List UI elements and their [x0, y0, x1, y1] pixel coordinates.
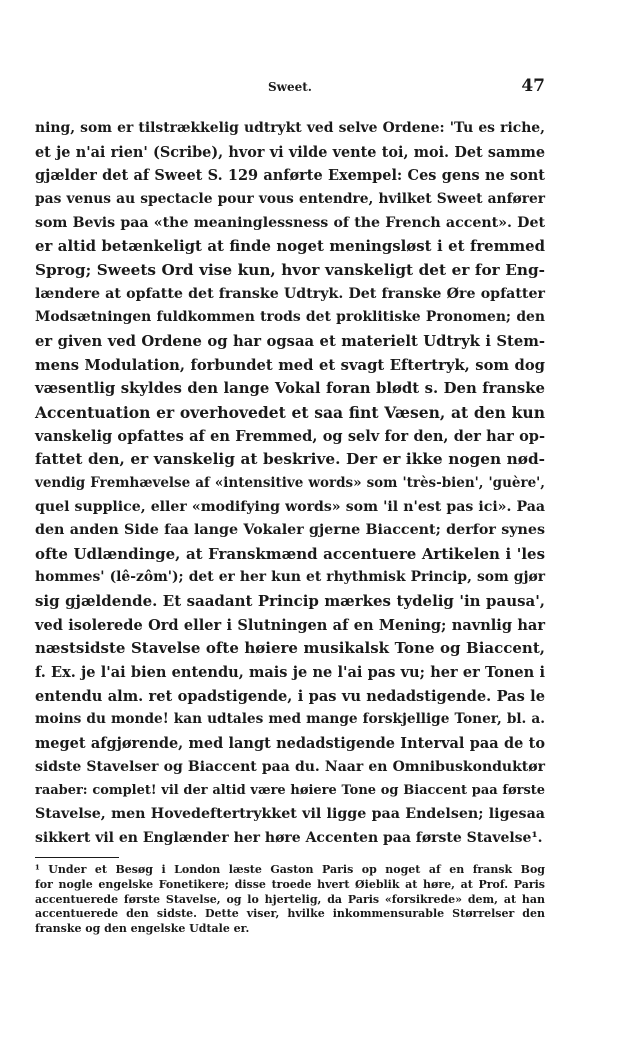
footnotes: [35, 863, 545, 937]
text-line: Sprog; Sweets Ord vise kun, hvor vanskeligt det er for Eng-: [35, 260, 545, 279]
text-line: er altid betænkeligt at finde noget meningsløst i et fremmed: [35, 237, 545, 256]
text-line: sikkert vil en Englænder her høre Accenten paa første Stavelse¹.: [35, 829, 543, 846]
body-text: [35, 117, 545, 850]
text-line: Accentuation er overhovedet et saa fint Væsen, at den kun: [35, 402, 545, 422]
text-line: sig gjældende. Et saadant Princip mærkes tydelig 'in pausa',: [35, 592, 545, 611]
text-line: fattet den, er vanskelig at beskrive. Der er ikke nogen nød-: [35, 450, 545, 469]
text-line: Modsætningen fuldkommen trods det proklitiske Pronomen; den: [35, 309, 545, 326]
footnote-line: ¹ Under et Besøg i London læste Gaston Paris op noget af en fransk Bog: [35, 863, 545, 876]
text-line: Stavelse, men Hovedeftertrykket vil ligge paa Endelsen; ligesaa: [35, 806, 545, 823]
footnote-line: franske og den engelske Udtale er.: [35, 922, 250, 936]
text-line: f. Ex. je l'ai bien entendu, mais je ne l'ai pas vu; her er Tonen i: [35, 664, 545, 682]
text-line: raaber: complet! vil der altid være høiere Tone og Biaccent paa første: [35, 783, 545, 799]
text-line: vendig Fremhævelse af «intensitive words» som 'très-bien', 'guère',: [35, 474, 545, 491]
text-line: pas venus au spectacle pour vous entendre, hvilket Sweet anfører: [35, 190, 545, 207]
text-line: er given ved Ordene og har ogsaa et materielt Udtryk i Stem-: [35, 332, 545, 350]
text-line: ved isolerede Ord eller i Slutningen af en Mening; navnlig har: [35, 616, 545, 634]
text-line: meget afgjørende, med langt nedadstigende Interval paa de to: [35, 735, 545, 753]
text-line: mens Modulation, forbundet med et svagt Eftertryk, som dog: [35, 356, 545, 374]
text-line: quel supplice, eller «modifying words» som 'il n'est pas ici». Paa: [35, 498, 545, 515]
text-line: som Bevis paa «the meaninglessness of the French accent». Det: [35, 214, 545, 231]
text-line: entendu alm. ret opadstigende, i pas vu nedadstigende. Pas le: [35, 687, 545, 705]
page-number: 47: [521, 76, 545, 96]
footnote-line: for nogle engelske Fonetikere; disse troede hvert Øieblik at høre, at Prof. Paris: [35, 877, 545, 891]
text-line: vanskelig opfattes af en Fremmed, og selv for den, der har op-: [35, 427, 545, 445]
text-line: ning, som er tilstrækkelig udtrykt ved selve Ordene: 'Tu es riche,: [35, 120, 545, 136]
text-line: sidste Stavelser og Biaccent paa du. Naar en Omnibuskonduktør: [35, 758, 545, 775]
text-line: lændere at opfatte det franske Udtryk. Det franske Øre opfatter: [35, 285, 545, 302]
footnote-line: accentuerede første Stavelse, og lo hjertelig, da Paris «forsikrede» dem, at han: [35, 892, 545, 906]
text-line: hommes' (lê-zôm'); det er her kun et rhythmisk Princip, som gjør: [35, 569, 545, 586]
footnote-line: accentuerede den sidste. Dette viser, hvilke inkommensurable Størrelser den: [35, 907, 545, 921]
footnote-divider: [35, 857, 119, 858]
text-line: næstsidste Stavelse ofte høiere musikalsk Tone og Biaccent,: [35, 639, 545, 658]
text-line: ofte Udlændinge, at Franskmænd accentuere Artikelen i 'les: [35, 544, 545, 563]
text-line: et je n'ai rien' (Scribe), hvor vi vilde vente toi, moi. Det samme: [35, 143, 545, 161]
text-line: væsentlig skyldes den lange Vokal foran blødt s. Den franske: [35, 379, 545, 398]
page-header: [35, 76, 545, 98]
text-line: gjælder det af Sweet S. 129 anførte Exempel: Ces gens ne sont: [35, 167, 545, 185]
text-line: den anden Side faa lange Vokaler gjerne Biaccent; derfor synes: [35, 522, 545, 539]
running-head: Sweet.: [268, 80, 312, 94]
text-line: moins du monde! kan udtales med mange forskjellige Toner, bl. a.: [35, 711, 545, 728]
